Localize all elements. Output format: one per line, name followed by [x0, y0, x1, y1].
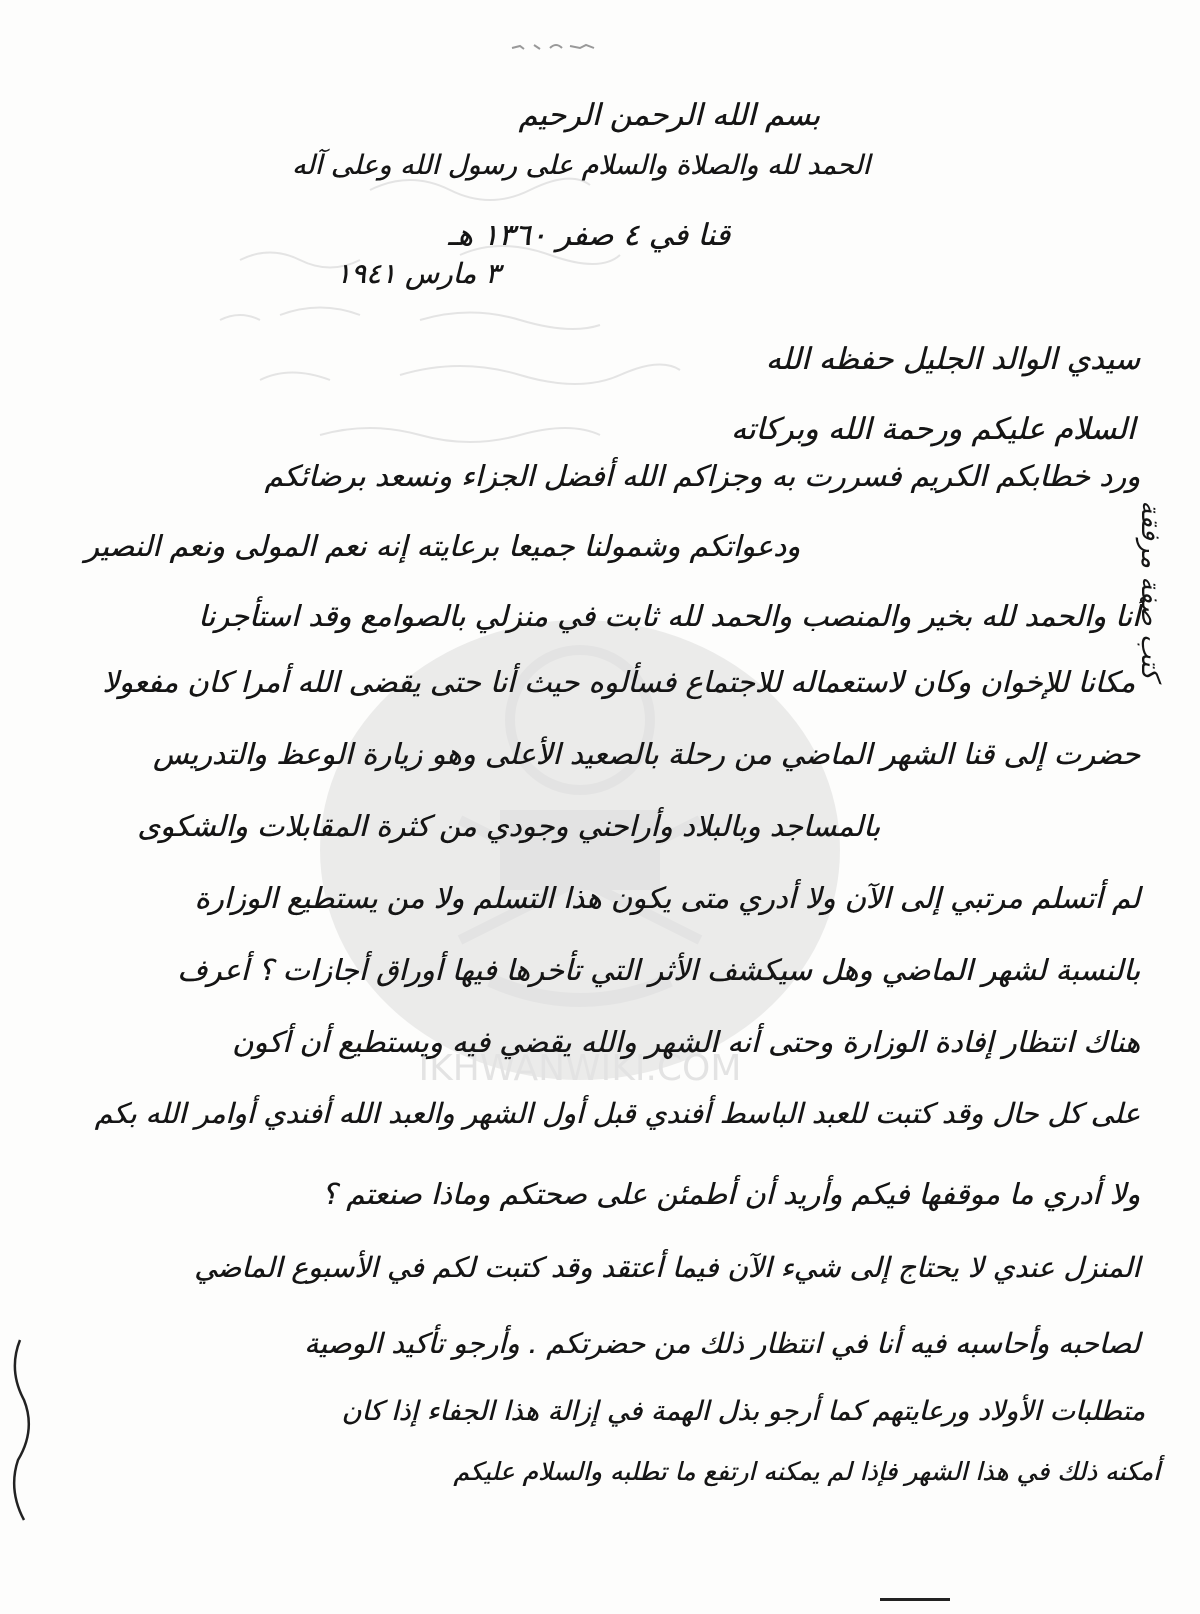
body-line: متطلبات الأولاد ورعايتهم كما أرجو بذل الهمة في إزالة هذا الجفاء إذا كان — [341, 1396, 1145, 1427]
body-line: على كل حال وقد كتبت للعبد الباسط أفندي قبل أول الشهر والعبد الله أفندي أوامر الله بكم — [94, 1097, 1140, 1130]
body-line: مكانا للإخوان وكان لاستعماله للاجتماع فسألوه حيث أنا حتى يقضى الله أمرا كان مفعولا — [102, 665, 1135, 699]
basmala: بسم الله الرحمن الرحيم — [518, 98, 820, 133]
body-line: هناك انتظار إفادة الوزارة وحتى أنه الشهر والله يقضي فيه ويستطيع أن أكون — [231, 1025, 1140, 1059]
archive-page-mark — [510, 36, 600, 56]
body-line: المنزل عندي لا يحتاج إلى شيء الآن فيما أعتقد وقد كتبت لكم في الأسبوع الماضي — [194, 1251, 1140, 1284]
margin-note — [1120, 330, 1180, 850]
body-line: أمكنه ذلك في هذا الشهر فإذا لم يمكنه ارتفع ما تطلبه والسلام عليكم — [453, 1457, 1160, 1486]
addressee: سيدي الوالد الجليل حفظه الله — [765, 342, 1140, 377]
svg-text:IKHWANWIKI.COM: IKHWANWIKI.COM — [418, 1048, 742, 1089]
body-line: بالنسبة لشهر الماضي وهل سيكشف الأثر التي تأخرها فيها أوراق أجازات ؟ أعرف — [177, 953, 1140, 987]
left-margin-scribble — [0, 1330, 40, 1530]
date-hijri: قنا في ٤ صفر ١٣٦٠ هـ — [448, 218, 730, 253]
bleed-through-text — [120, 150, 920, 450]
body-line: ولا أدري ما موقفها فيكم وأريد أن أطمئن على صحتكم وماذا صنعتم ؟ — [321, 1177, 1140, 1211]
date-gregorian: ٣ مارس ١٩٤١ — [335, 257, 500, 290]
margin-note-text: كتب صفة مرفقة — [1135, 500, 1165, 680]
body-line: لم أتسلم مرتبي إلى الآن ولا أدري متى يكون هذا التسلم ولا من يستطيع الوزارة — [194, 881, 1140, 915]
body-line: لصاحبه وأحاسبه فيه أنا في انتظار ذلك من حضرتكم . وأرجو تأكيد الوصية — [304, 1327, 1140, 1360]
body-line: أنا والحمد لله بخير والمنصب والحمد لله ثابت في منزلي بالصوامع وقد استأجرنا — [198, 599, 1140, 633]
body-line: ورد خطابكم الكريم فسررت به وجزاكم الله أفضل الجزاء ونسعد برضائكم — [264, 459, 1140, 493]
bottom-divider — [880, 1598, 950, 1601]
body-line: ودعواتكم وشمولنا جميعا برعايته إنه نعم المولى ونعم النصير — [84, 529, 800, 563]
body-line: بالمساجد وبالبلاد وأراحني وجودي من كثرة المقابلات والشكوى — [137, 809, 880, 843]
body-line: حضرت إلى قنا الشهر الماضي من رحلة بالصعيد الأعلى وهو زيارة الوعظ والتدريس — [152, 737, 1140, 771]
opening-praise: الحمد لله والصلاة والسلام على رسول الله وعلى آله — [291, 150, 870, 181]
greeting: السلام عليكم ورحمة الله وبركاته — [731, 412, 1135, 447]
